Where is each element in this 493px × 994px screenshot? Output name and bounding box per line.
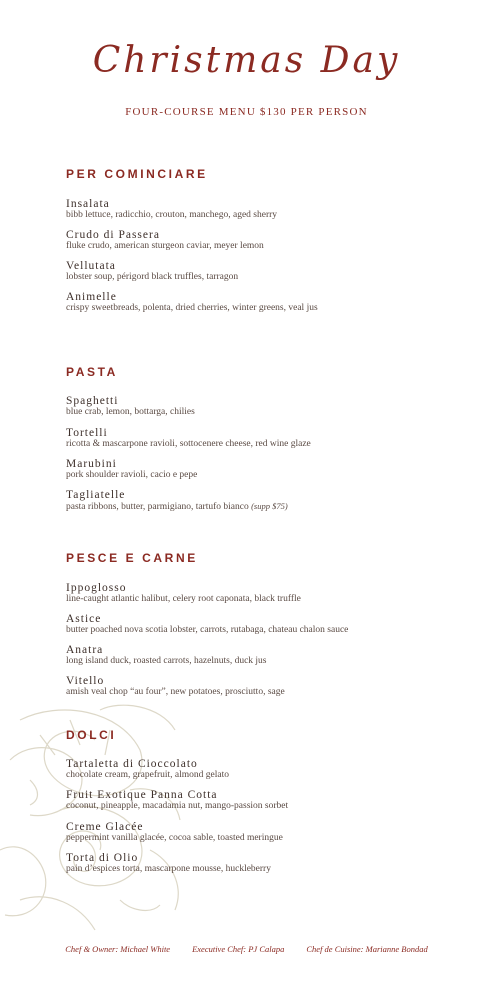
menu-item-name: Vellutata: [66, 260, 116, 272]
menu-item: [66, 676, 446, 698]
menu-item-name: Vitello: [66, 675, 105, 687]
menu-item: [66, 428, 446, 450]
menu-item-desc: crispy sweetbreads, polenta, dried cherries, winter greens, veal jus: [66, 303, 318, 313]
chef-credits: [0, 944, 493, 954]
menu-item-name: Insalata: [66, 198, 110, 210]
menu-item: [66, 853, 446, 875]
chef-owner-credit: Chef & Owner: Michael White: [65, 944, 171, 954]
menu-item: [66, 292, 446, 314]
menu-item-name: Animelle: [66, 291, 117, 303]
menu-item-name: Tortelli: [66, 427, 108, 439]
menu-item-desc: peppermint vanilla glacée, cocoa sable, toasted meringue: [66, 833, 283, 843]
menu-item-desc: line-caught atlantic halibut, celery root caponata, black truffle: [66, 594, 301, 604]
menu-item-desc: amish veal chop “au four”, new potatoes, prosciutto, sage: [66, 687, 285, 697]
menu-item: [66, 759, 446, 781]
menu-item-desc: bibb lettuce, radicchio, crouton, manchego, aged sherry: [66, 210, 278, 220]
menu-item-desc: pork shoulder ravioli, cacio e pepe: [66, 470, 198, 480]
menu-item: [66, 583, 446, 605]
menu-item: [66, 230, 446, 252]
menu-item-name: Tartaletta di Cioccolato: [66, 758, 198, 770]
chef-de-cuisine-credit: Chef de Cuisine: Marianne Bondad: [306, 944, 428, 954]
menu-item-desc: ricotta & mascarpone ravioli, sottocenere cheese, red wine glaze: [66, 439, 311, 449]
menu-item-name: Ippoglosso: [66, 582, 127, 594]
menu-item-name: Spaghetti: [66, 395, 119, 407]
menu-item-desc-text: pasta ribbons, butter, parmigiano, tartufo bianco: [66, 502, 249, 512]
menu-item-desc: butter poached nova scotia lobster, carrots, rutabaga, chateau chalon sauce: [66, 625, 349, 635]
menu-item-desc: pain d’espices torta, mascarpone mousse, huckleberry: [66, 864, 271, 874]
section-title-per-cominciare: PER COMINCIARE: [66, 167, 208, 181]
menu-item: [66, 822, 446, 844]
menu-item-desc: lobster soup, périgord black truffles, tarragon: [66, 272, 239, 282]
menu-subtitle: FOUR-COURSE MENU $130 PER PERSON: [125, 106, 368, 118]
menu-item: [66, 790, 446, 812]
menu-item-name: Astice: [66, 613, 102, 625]
supplement-note: (supp $75): [251, 501, 288, 511]
menu-item-name: Marubini: [66, 458, 117, 470]
executive-chef-credit: Executive Chef: PJ Calapa: [192, 944, 285, 954]
menu-item-name: Creme Glacée: [66, 821, 144, 833]
menu-item-name: Torta di Olio: [66, 852, 139, 864]
menu-item: [66, 459, 446, 481]
menu-item-name: Crudo di Passera: [66, 229, 160, 241]
menu-item: [66, 396, 446, 418]
menu-item-name: Tagliatelle: [66, 489, 126, 501]
menu-item: [66, 645, 446, 667]
section-title-pasta: PASTA: [66, 365, 118, 379]
section-title-pesce-e-carne: PESCE E CARNE: [66, 551, 198, 565]
menu-item-name: Anatra: [66, 644, 104, 656]
menu-title: Christmas Day: [92, 40, 401, 81]
menu-item-desc: coconut, pineapple, macadamia nut, mango-passion sorbet: [66, 801, 289, 811]
menu-item-name: Fruit Exotique Panna Cotta: [66, 789, 218, 801]
menu-item-desc: blue crab, lemon, bottarga, chilies: [66, 407, 195, 417]
menu-item: [66, 199, 446, 221]
menu-item-desc: fluke crudo, american sturgeon caviar, meyer lemon: [66, 241, 264, 251]
menu-item: [66, 490, 446, 513]
menu-item-desc: [66, 501, 446, 513]
menu-item: [66, 261, 446, 283]
menu-item-desc: chocolate cream, grapefruit, almond gelato: [66, 770, 230, 780]
menu-item-desc: long island duck, roasted carrots, hazelnuts, duck jus: [66, 656, 267, 666]
section-title-dolci: DOLCI: [66, 728, 117, 742]
menu-item: [66, 614, 446, 636]
